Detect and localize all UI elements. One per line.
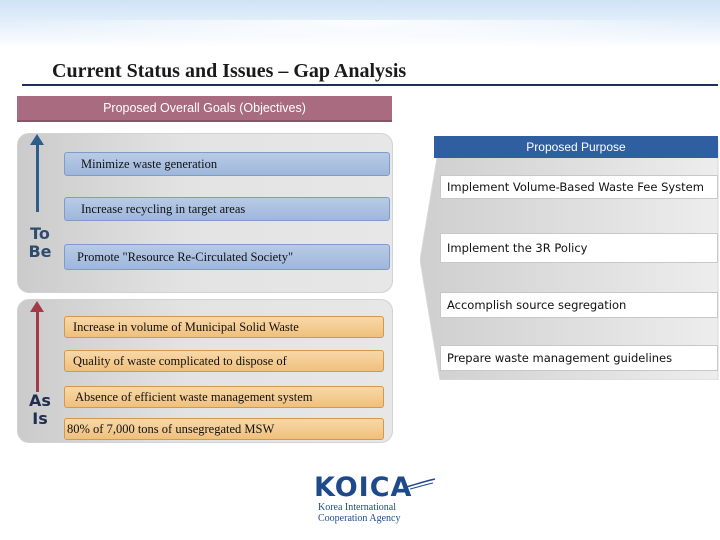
purpose-management-guidelines: Prepare waste management guidelines bbox=[440, 345, 718, 371]
as-is-arrow-shaft bbox=[36, 312, 39, 392]
logo-subtitle bbox=[318, 502, 400, 524]
issue-msw-volume: Increase in volume of Municipal Solid Waste bbox=[64, 316, 384, 338]
issue-unsegregated-msw: 80% of 7,000 tons of unsegregated MSW bbox=[64, 418, 384, 440]
to-be-label bbox=[24, 225, 56, 261]
to-be-label-text: To Be bbox=[28, 224, 52, 261]
logo-wordmark: KOICA bbox=[314, 472, 413, 503]
issue-waste-quality: Quality of waste complicated to dispose of bbox=[64, 350, 384, 372]
goal-resource-recirculated-society: Promote "Resource Re-Circulated Society" bbox=[64, 244, 390, 270]
koica-logo bbox=[314, 472, 444, 532]
header-band bbox=[0, 0, 720, 48]
issue-no-management-system: Absence of efficient waste management system bbox=[64, 386, 384, 408]
purpose-source-segregation: Accomplish source segregation bbox=[440, 292, 718, 318]
as-is-arrow-up-icon bbox=[30, 301, 44, 312]
logo-subtitle-line1: Korea International bbox=[318, 502, 397, 513]
title-divider bbox=[22, 84, 718, 86]
as-is-label bbox=[24, 392, 56, 428]
page-title: Current Status and Issues – Gap Analysis bbox=[52, 60, 407, 82]
logo-subtitle-line2: Cooperation Agency bbox=[318, 513, 401, 524]
to-be-arrow-shaft bbox=[36, 144, 39, 212]
purpose-3r-policy: Implement the 3R Policy bbox=[440, 233, 718, 263]
logo-wing-icon bbox=[406, 478, 436, 492]
goal-minimize-waste: Minimize waste generation bbox=[64, 152, 390, 176]
purpose-header: Proposed Purpose bbox=[434, 136, 718, 158]
purpose-volume-based-fee: Implement Volume-Based Waste Fee System bbox=[440, 175, 718, 199]
goals-header-bar: Proposed Overall Goals (Objectives) bbox=[17, 96, 392, 122]
as-is-label-text: As Is bbox=[29, 391, 51, 428]
goal-increase-recycling: Increase recycling in target areas bbox=[64, 197, 390, 221]
